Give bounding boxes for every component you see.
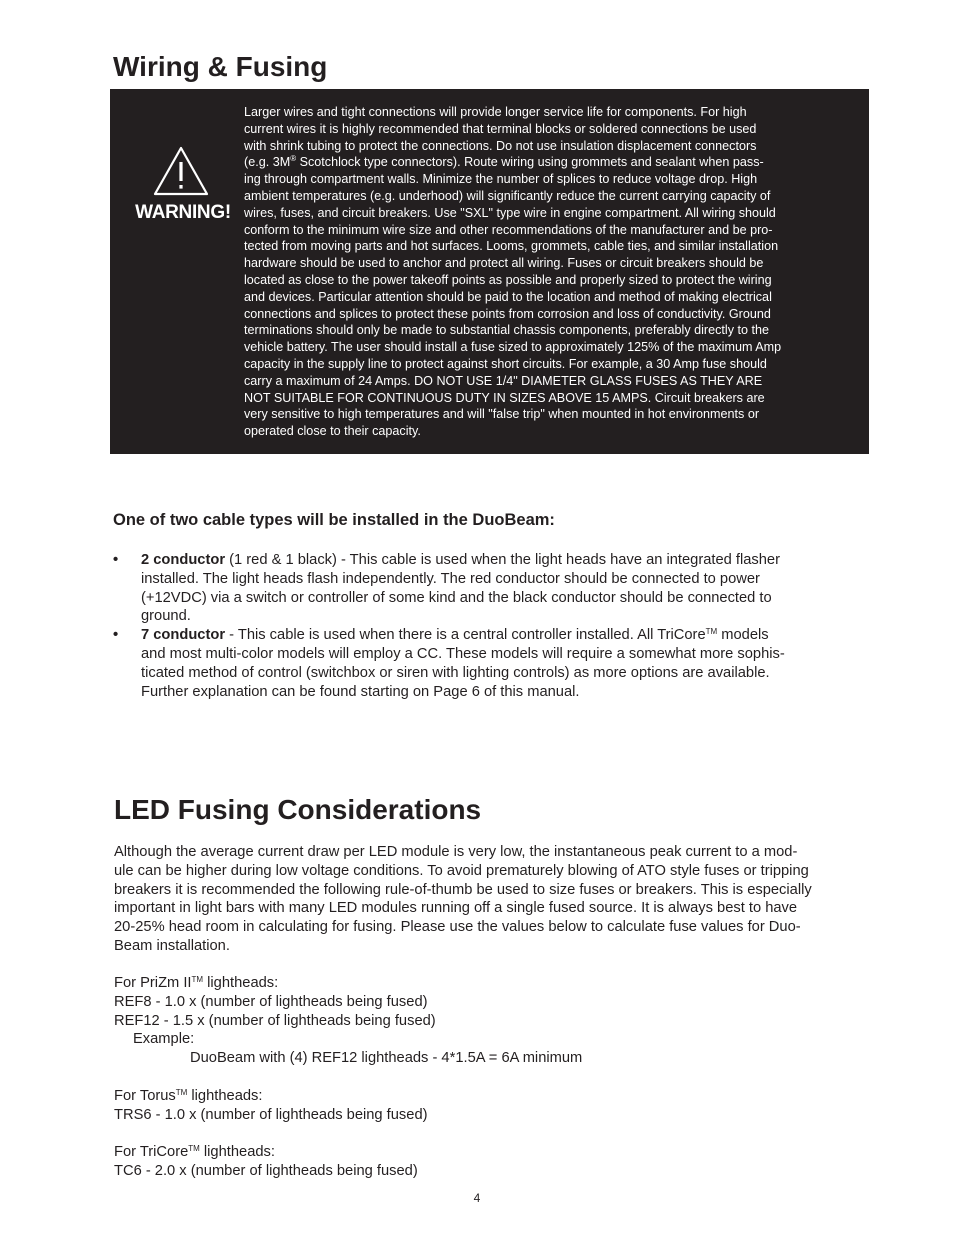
example-label: Example:: [133, 1031, 195, 1048]
warning-text: Larger wires and tight connections will provide longer service life for components. For high current wires it is highly recommended that terminal blocks or soldered connections be used with shrink tubing to protect the connections. Do not use insulation displacement connectors (e.g. 3M® Scotchlock type connectors). Route wiring using grommets and sealant when pass- ing through compartment walls. Minimize the number of splices to reduce voltage drop. High ambient temperatures (e.g. underhood) will significantly reduce the current carrying capacity of wires, fuses, and circuit breakers. Use "SXL" type wire in engine compartment. All wiring should conform to the minimum wire size and other recommendations of the manufacturer and be pro- tected from moving parts and hot surfaces. Looms, grommets, cable ties, and similar installation hardware should be used to anchor and protect all wiring. Fuses or circuit breakers should be located as close to the power takeoff points as possible and properly sized to protect the wiring and devices. Particular attention should be paid to the location and method of making electrical connections and splices to protect these points from corrosion and loss of conductivity. Ground terminations should only be made to substantial chassis components, preferably directly to the vehicle battery. The user should install a fuse sized to approximately 125% of the maximum Amp capacity in the supply line to protect against short circuits. For example, a 30 Amp fuse should carry a maximum of 24 Amps. DO NOT USE 1/4" DIAMETER GLASS FUSES AS THEY ARE NOT SUITABLE FOR CONTINUOUS DUTY IN SIZES ABOVE 15 AMPS. Circuit breakers are very sensitive to high temperatures and will "false trip" when mounted in hot environments or operated close to their capacity.: [244, 105, 782, 439]
cable-types-list: [113, 551, 843, 701]
fuse-rules: [114, 974, 859, 1181]
rule-tc6: TC6 - 2.0 x (number of lightheads being fused): [114, 1162, 418, 1179]
rule-ref8: REF8 - 1.0 x (number of lightheads being fused): [114, 993, 428, 1010]
cable-types-heading: One of two cable types will be installed in the DuoBeam:: [113, 511, 555, 529]
section-title-led-fusing: LED Fusing Considerations: [114, 794, 482, 825]
example-text: DuoBeam with (4) REF12 lightheads - 4*1.5A = 6A minimum: [190, 1050, 583, 1067]
bullet-icon: •: [113, 627, 119, 644]
warning-triangle-icon: [152, 145, 210, 197]
list-item: • 2 conductor (1 red & 1 black) - This cable is used when the light heads have an integrated flasher installed. The light heads flash independently. The red conductor should be connected to power (+12VDC) via a switch or controller of some kind and the black conductor should be connected to ground.: [113, 552, 780, 625]
warning-label: WARNING!: [135, 202, 231, 223]
led-fusing-paragraph: Although the average current draw per LED module is very low, the instantaneous peak current to a mod- ule can be higher during low voltage conditions. To avoid prematurely blowing of ATO style fuses or tripping breakers it is recommended the following rule-of-thumb be used to size fuses or breakers. This is especially important in light bars with many LED modules running off a single fused source. It is always best to have 20-25% head room in calculating for fusing. Please use the values below to calculate fuse values for Duo- Beam installation.: [114, 844, 812, 954]
section-title-wiring: Wiring & Fusing: [113, 51, 328, 82]
page-number: 4: [473, 1191, 481, 1205]
warning-box: [110, 89, 869, 454]
rule-ref12: REF12 - 1.5 x (number of lightheads being fused): [114, 1012, 436, 1029]
cable-type-name: 2 conductor: [141, 552, 226, 568]
bullet-icon: •: [113, 552, 119, 568]
rule-trs6: TRS6 - 1.0 x (number of lightheads being fused): [114, 1106, 428, 1123]
list-item: • 7 conductor - This cable is used when there is a central controller installed. All TriCore™ models and most multi-color models will employ a CC. These models will require a somewhat more sophis- ticated method of control (switchbox or siren with lighting controls) as more options are available. Further explanation can be found starting on Page 6 of this manual.: [113, 627, 785, 700]
torus-heading: For Torus™ lightheads:: [114, 1087, 263, 1104]
tricore-heading: For TriCore™ lightheads:: [114, 1144, 275, 1161]
cable-type-name: 7 conductor: [141, 627, 226, 644]
prizm-heading: For PriZm II™ lightheads:: [114, 975, 279, 991]
